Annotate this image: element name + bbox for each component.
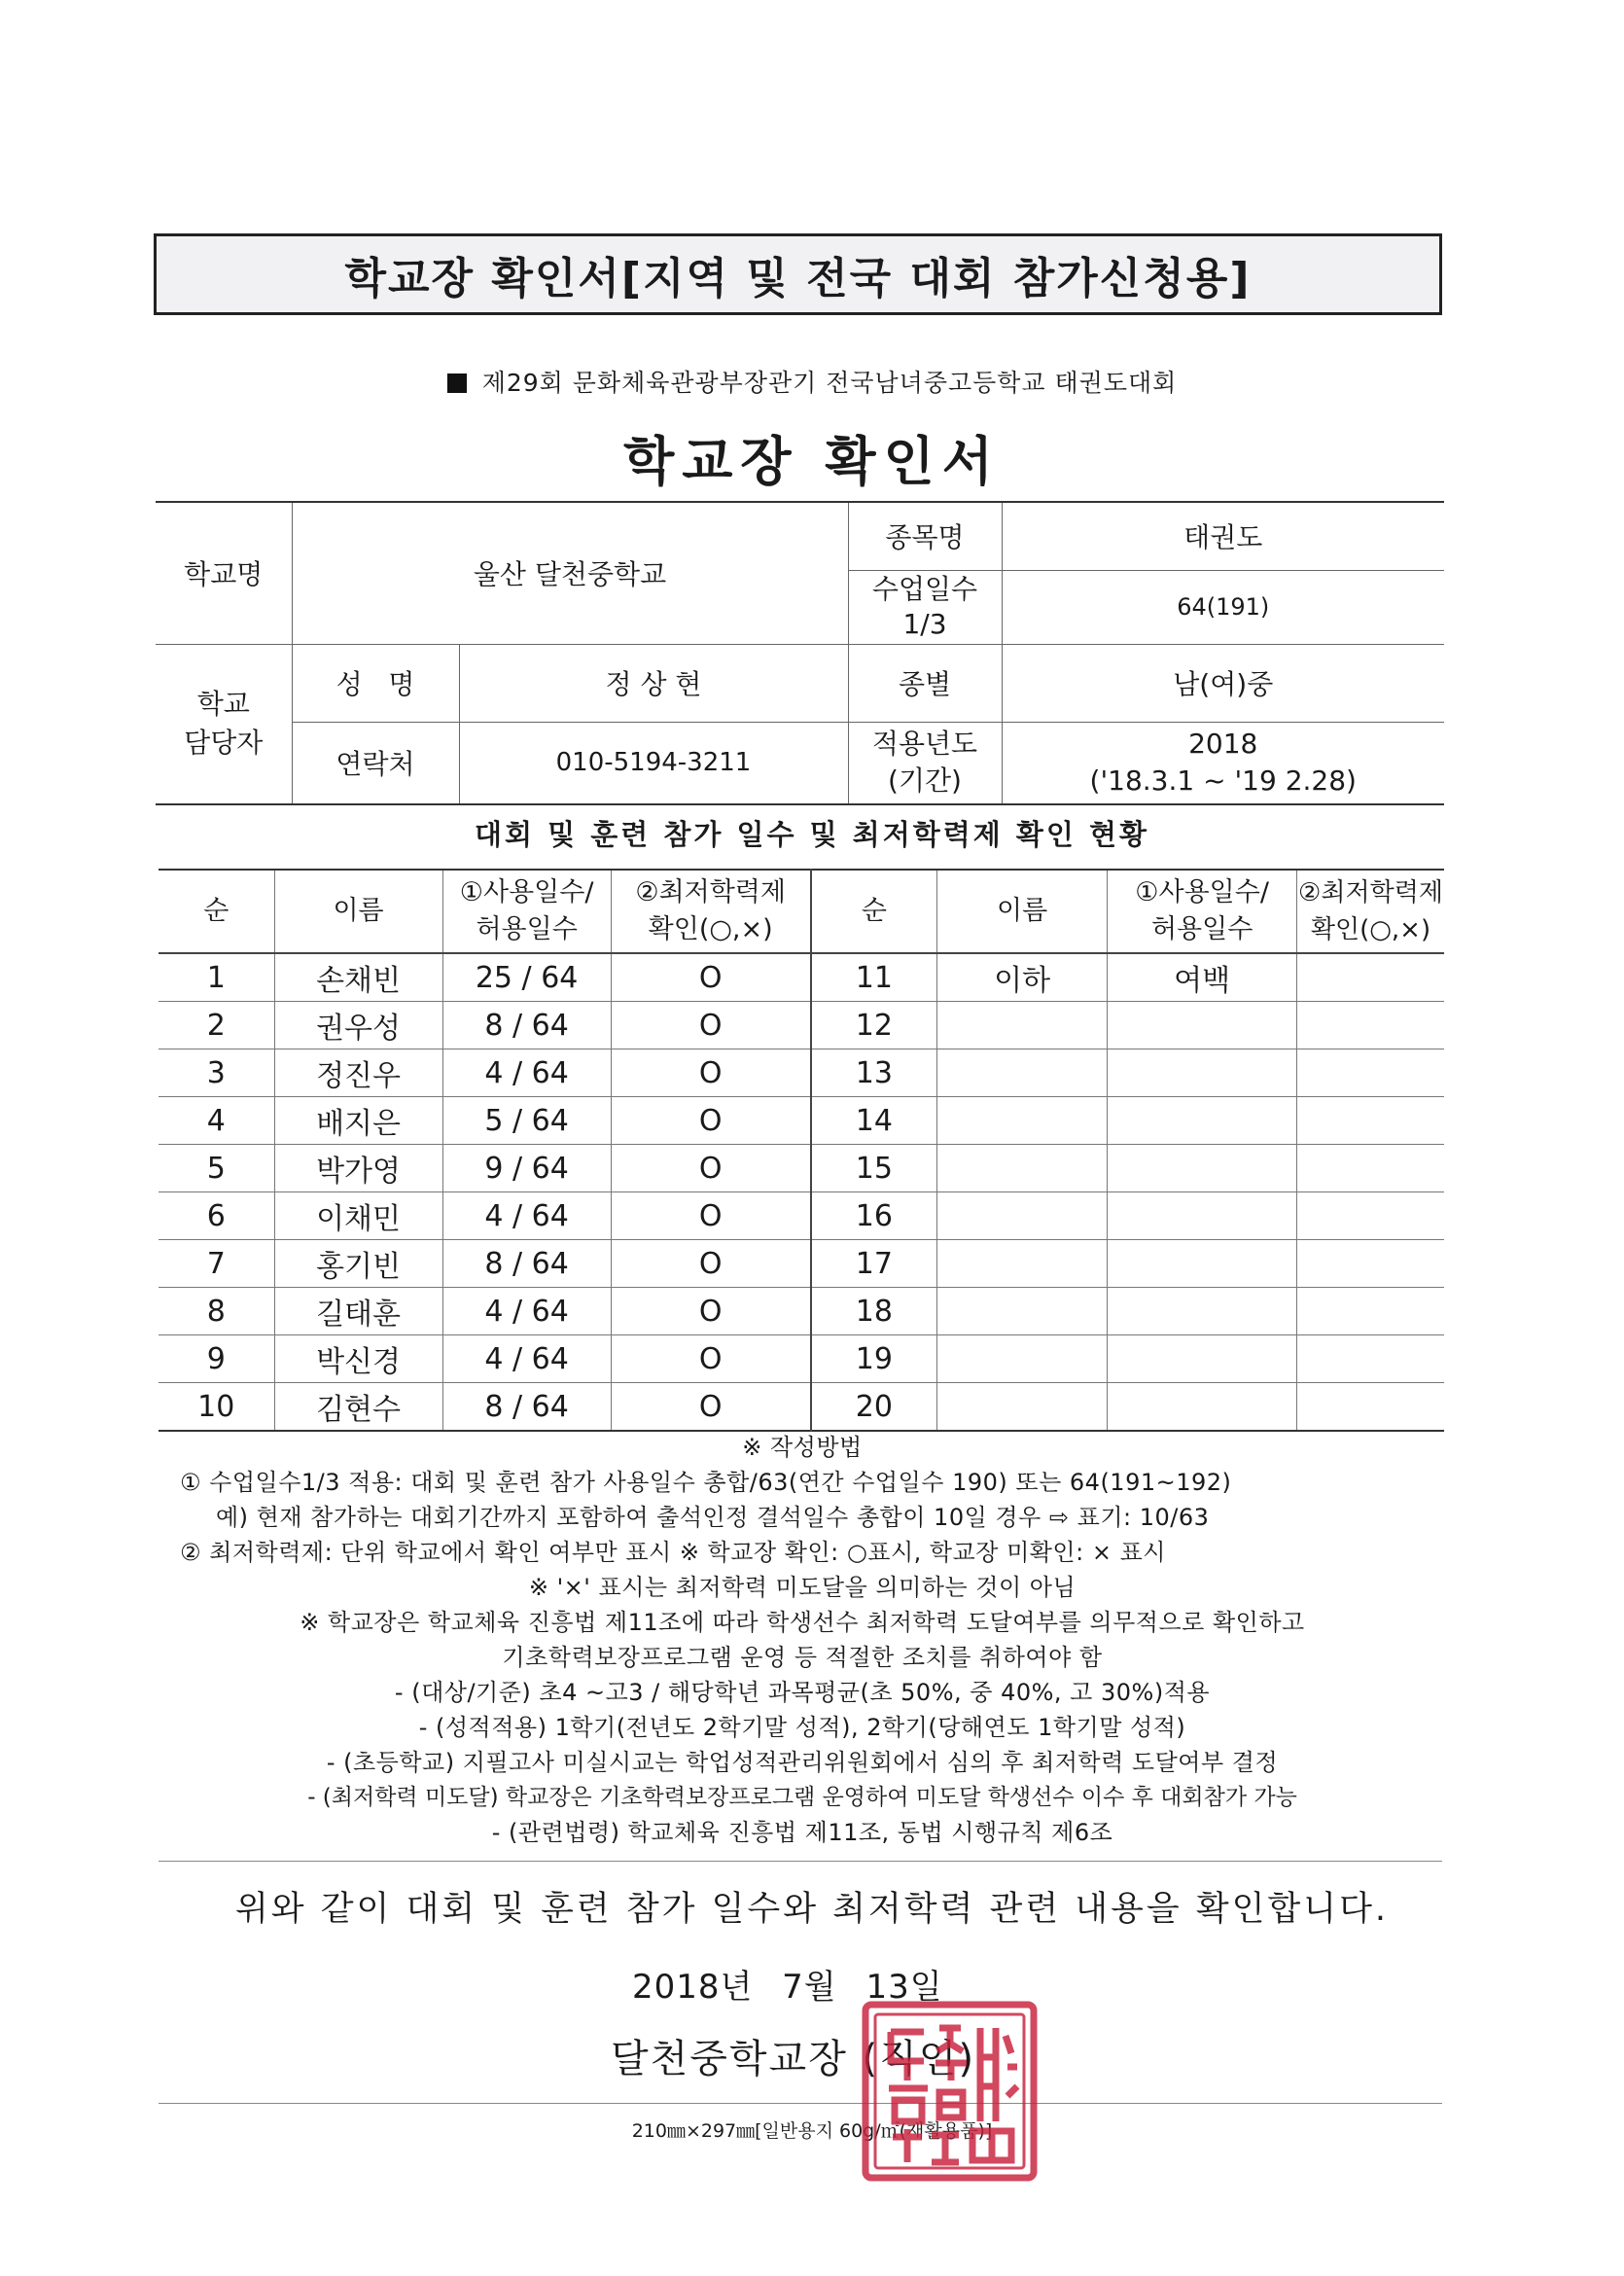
instructions-line: ※ 학교장은 학교체육 진흥법 제11조에 따라 학생선수 최저학력 도달여부를 의무적으로 확인하고 [300,1609,1305,1636]
header-days-left [442,870,611,953]
header-check-line1: ②최저학력제 [1298,878,1443,907]
row-check [1296,953,1444,1002]
instructions-block [156,1430,1449,1850]
row-days [1108,1145,1297,1192]
header-name-left: 이름 [274,870,442,953]
school-value: 울산 달천중학교 [292,502,848,644]
table-row [159,1335,1444,1383]
year-label-line2: (기간) [888,765,962,798]
row-check: O [611,1240,811,1288]
row-check: O [611,1097,811,1145]
row-days [1108,1192,1297,1240]
row-name: 권우성 [274,1002,442,1049]
sport-label: 종목명 [848,502,1002,570]
table-row [159,1383,1444,1432]
document-title: 학교장 확인서 [623,431,1001,492]
row-check [1296,1288,1444,1335]
row-name: 길태훈 [274,1288,442,1335]
row-days: 여백 [1108,953,1297,1002]
row-check: O [611,1288,811,1335]
row-check [1296,1240,1444,1288]
days-value: 64(191) [1002,570,1444,644]
row-name: 이채민 [274,1192,442,1240]
row-no: 10 [159,1383,274,1432]
paper-spec: 210㎜×297㎜[일반용지 60g/㎡(재활용품)] [631,2120,993,2142]
row-check: O [611,1049,811,1097]
row-check [1296,1145,1444,1192]
row-days [1108,1288,1297,1335]
table-row [159,1288,1444,1335]
row-no: 6 [159,1192,274,1240]
row-name [937,1049,1108,1097]
gender-label: 종별 [848,644,1002,722]
row-name: 김현수 [274,1383,442,1432]
row-no: 9 [159,1335,274,1383]
row-days: 9 / 64 [442,1145,611,1192]
row-no: 5 [159,1145,274,1192]
header-check-line2: 확인(○,×) [648,914,773,944]
row-name: 홍기빈 [274,1240,442,1288]
table-row [159,1192,1444,1240]
school-label: 학교명 [156,502,292,644]
year-value [1002,722,1444,804]
instructions-line: 예) 현재 참가하는 대회기간까지 포함하여 출석인정 결석일수 총합이 10일 경우 ⇨ 표기: 10/63 [216,1504,1210,1531]
instructions-line: - (성적적용) 1학기(전년도 2학기말 성적), 2학기(당해연도 1학기말 성적) [418,1714,1186,1741]
table-row [159,1049,1444,1097]
row-check [1296,1192,1444,1240]
row-check: O [611,1335,811,1383]
row-check: O [611,1145,811,1192]
row-name: 정진우 [274,1049,442,1097]
days-label-line1: 수업일수 [871,573,978,605]
contact-value: 010-5194-3211 [459,722,848,804]
row-days [1108,1049,1297,1097]
instructions-line: - (최저학력 미도달) 학교장은 기초학력보장프로그램 운영하여 미도달 학생선수 이수 후 대회참가 가능 [307,1785,1297,1810]
header-days-right [1108,870,1297,953]
gender-value: 남(여)중 [1002,644,1444,722]
instructions-heading: ※ 작성방법 [742,1434,863,1461]
table-row [159,1240,1444,1288]
days-label [848,570,1002,644]
header-days-line2: 허용일수 [1150,914,1253,944]
row-check [1296,1335,1444,1383]
row-days: 25 / 64 [442,953,611,1002]
row-no: 14 [811,1097,937,1145]
manager-label-line2: 담당자 [184,727,264,760]
section-title: 대회 및 훈련 참가 일수 및 최저학력제 확인 현황 [474,818,1150,851]
row-name [937,1002,1108,1049]
row-name: 이하 [937,953,1108,1002]
row-days [1108,1097,1297,1145]
row-name [937,1383,1108,1432]
row-name: 배지은 [274,1097,442,1145]
row-name [937,1097,1108,1145]
year-value-line1: 2018 [1188,728,1258,761]
instructions-line: ② 최저학력제: 단위 학교에서 확인 여부만 표시 ※ 학교장 확인: ○표시, 학교장 미확인: × 표시 [180,1539,1166,1566]
row-check: O [611,1192,811,1240]
row-days [1108,1383,1297,1432]
roster-table [159,869,1444,1432]
year-label [848,722,1002,804]
row-days: 5 / 64 [442,1097,611,1145]
row-check [1296,1049,1444,1097]
header-no-right: 순 [811,870,937,953]
school-info-table [156,501,1444,805]
instructions-line: ① 수업일수1/3 적용: 대회 및 훈련 참가 사용일수 총합/63(연간 수업일수 190) 또는 64(191~192) [180,1469,1232,1496]
row-check: O [611,1002,811,1049]
name-label: 성 명 [292,644,459,722]
divider-line [159,2103,1442,2104]
row-name: 박가영 [274,1145,442,1192]
row-no: 15 [811,1145,937,1192]
row-days: 8 / 64 [442,1240,611,1288]
official-seal-stamp [860,1999,1040,2184]
instructions-line: ※ '×' 표시는 최저학력 미도달을 의미하는 것이 아님 [528,1574,1077,1601]
signer-name: 달천중학교장 (직인) [611,2037,976,2081]
manager-label-line1: 학교 [196,688,250,721]
contact-label: 연락처 [292,722,459,804]
header-check-line2: 확인(○,×) [1310,915,1431,944]
square-bullet-icon [447,373,467,393]
row-no: 17 [811,1240,937,1288]
row-name [937,1335,1108,1383]
row-days: 4 / 64 [442,1288,611,1335]
header-no-left: 순 [159,870,274,953]
row-check [1296,1097,1444,1145]
row-no: 8 [159,1288,274,1335]
header-days-line1: ①사용일수/ [1135,877,1269,907]
row-check: O [611,1383,811,1432]
row-no: 12 [811,1002,937,1049]
instructions-line: - (대상/기준) 초4 ~고3 / 해당학년 과목평균(초 50%, 중 40%, 고 30%)적용 [394,1679,1211,1706]
row-days: 4 / 64 [442,1335,611,1383]
row-no: 19 [811,1335,937,1383]
table-row [159,1002,1444,1049]
table-row [159,1097,1444,1145]
event-name: 제29회 문화체육관광부장관기 전국남녀중고등학교 태권도대회 [481,369,1178,397]
row-no: 16 [811,1192,937,1240]
year-label-line1: 적용년도 [871,728,978,761]
row-name [937,1240,1108,1288]
header-days-line1: ①사용일수/ [459,877,594,907]
row-days [1108,1240,1297,1288]
confirmation-text: 위와 같이 대회 및 훈련 참가 일수와 최저학력 관련 내용을 확인합니다. [234,1890,1390,1929]
instructions-line: - (관련법령) 학교체육 진흥법 제11조, 동법 시행규칙 제6조 [491,1819,1113,1846]
row-days: 4 / 64 [442,1192,611,1240]
row-no: 7 [159,1240,274,1288]
instructions-line: - (초등학교) 지필고사 미실시교는 학업성적관리위원회에서 심의 후 최저학력 도달여부 결정 [326,1749,1279,1776]
header-check-line1: ②최저학력제 [635,877,786,907]
instructions-line: 기초학력보장프로그램 운영 등 적절한 조치를 취하여야 함 [502,1644,1103,1671]
row-check [1296,1383,1444,1432]
row-no: 18 [811,1288,937,1335]
row-name [937,1288,1108,1335]
row-no: 3 [159,1049,274,1097]
header-check-right [1296,870,1444,953]
row-days [1108,1335,1297,1383]
days-label-line2: 1/3 [902,608,947,640]
row-days: 4 / 64 [442,1049,611,1097]
header-name-right: 이름 [937,870,1108,953]
row-name [937,1145,1108,1192]
row-no: 1 [159,953,274,1002]
header-days-line2: 허용일수 [476,914,578,944]
year-value-line2: ('18.3.1 ~ '19 2.28) [1089,765,1357,798]
divider-line [159,1861,1442,1862]
manager-label [156,644,292,804]
name-value: 정 상 현 [459,644,848,722]
row-days: 8 / 64 [442,1383,611,1432]
row-no: 11 [811,953,937,1002]
row-name: 박신경 [274,1335,442,1383]
row-no: 2 [159,1002,274,1049]
banner-title-box [154,233,1442,315]
row-days: 8 / 64 [442,1002,611,1049]
row-days [1108,1002,1297,1049]
issue-date: 2018년 7월 13일 [632,1968,943,2007]
row-no: 4 [159,1097,274,1145]
row-name: 손채빈 [274,953,442,1002]
row-no: 13 [811,1049,937,1097]
row-no: 20 [811,1383,937,1432]
table-row [159,1145,1444,1192]
row-name [937,1192,1108,1240]
banner-title: 학교장 확인서[지역 및 전국 대회 참가신청용] [344,254,1252,303]
sport-value: 태권도 [1002,502,1444,570]
row-check [1296,1002,1444,1049]
header-check-left [611,870,811,953]
event-line [0,364,1624,399]
row-check: O [611,953,811,1002]
table-row [159,953,1444,1002]
